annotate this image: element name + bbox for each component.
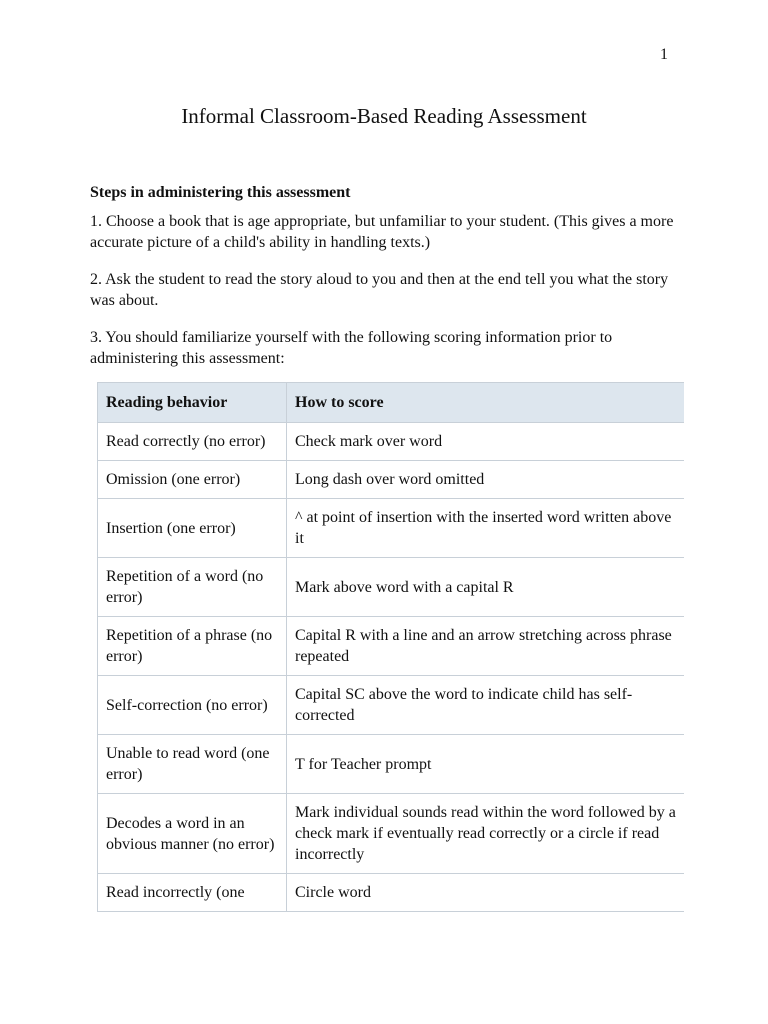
- behavior-cell: Unable to read word (one error): [98, 735, 287, 794]
- score-cell: Circle word: [287, 874, 685, 912]
- table-row: [98, 676, 685, 735]
- table-row: [98, 794, 685, 874]
- score-cell: Check mark over word: [287, 423, 685, 461]
- step-1: 1. Choose a book that is age appropriate, but unfamiliar to your student. (This gives a more accurate picture of a child's ability in handling texts.): [90, 213, 674, 251]
- table-header-row: [98, 383, 685, 423]
- section-heading: Steps in administering this assessment: [90, 184, 351, 201]
- table-row: [98, 874, 685, 912]
- step-2: 2. Ask the student to read the story aloud to you and then at the end tell you what the story was about.: [90, 271, 669, 309]
- header-how-to-score: How to score: [287, 383, 685, 423]
- score-cell: Capital SC above the word to indicate child has self-corrected: [287, 676, 685, 735]
- behavior-cell: Insertion (one error): [98, 499, 287, 558]
- table-row: [98, 558, 685, 617]
- score-cell: Mark individual sounds read within the word followed by a check mark if eventually read correctly or a circle if read incorrectly: [287, 794, 685, 874]
- table-row: [98, 735, 685, 794]
- behavior-cell: Repetition of a word (no error): [98, 558, 287, 617]
- document-body: [90, 182, 690, 385]
- page-number: 1: [660, 46, 668, 63]
- table-row: [98, 461, 685, 499]
- score-cell: Capital R with a line and an arrow stretching across phrase repeated: [287, 617, 685, 676]
- step-3: 3. You should familiarize yourself with the following scoring information prior to administering this assessment:: [90, 329, 613, 367]
- score-cell: Long dash over word omitted: [287, 461, 685, 499]
- table-row: [98, 617, 685, 676]
- scoring-table-container: [97, 382, 684, 924]
- behavior-cell: Read correctly (no error): [98, 423, 287, 461]
- header-reading-behavior: Reading behavior: [98, 383, 287, 423]
- behavior-cell: Read incorrectly (one: [98, 874, 287, 912]
- scoring-table: [97, 382, 684, 912]
- table-row: [98, 499, 685, 558]
- behavior-cell: Decodes a word in an obvious manner (no error): [98, 794, 287, 874]
- behavior-cell: Repetition of a phrase (no error): [98, 617, 287, 676]
- score-cell: Mark above word with a capital R: [287, 558, 685, 617]
- document-title: Informal Classroom-Based Reading Assessment: [181, 104, 587, 128]
- behavior-cell: Omission (one error): [98, 461, 287, 499]
- score-cell: T for Teacher prompt: [287, 735, 685, 794]
- table-row: [98, 423, 685, 461]
- score-cell: ^ at point of insertion with the inserted word written above it: [287, 499, 685, 558]
- behavior-cell: Self-correction (no error): [98, 676, 287, 735]
